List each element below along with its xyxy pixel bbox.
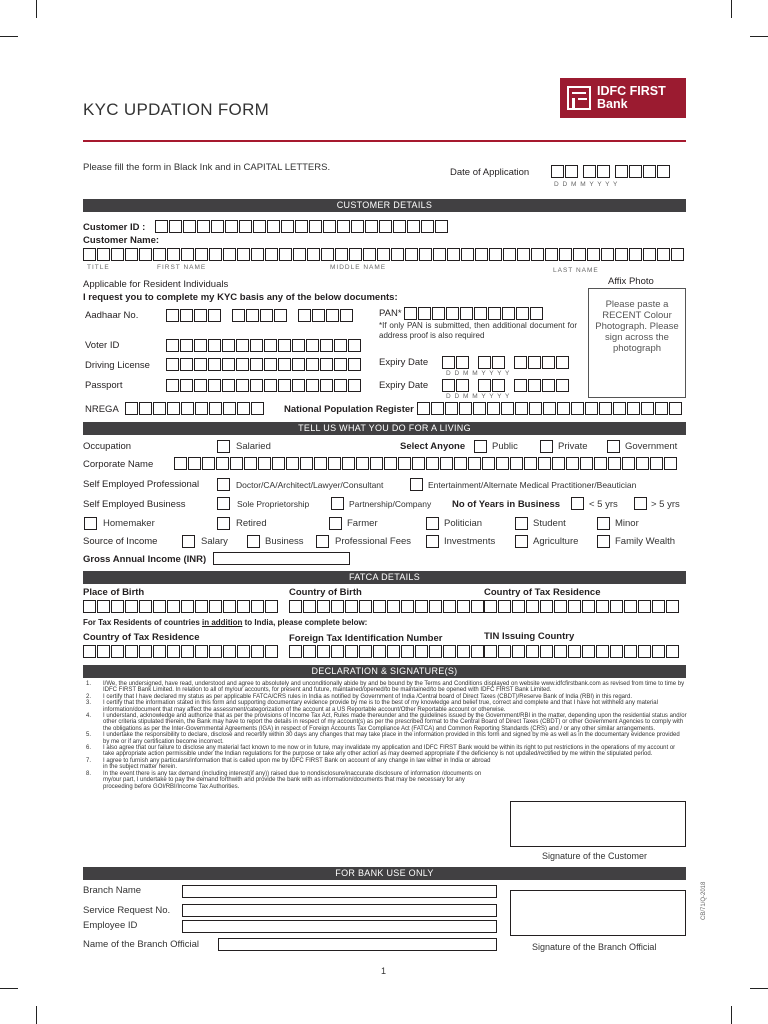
place-of-birth-label: Place of Birth	[83, 587, 145, 598]
declaration-bar: DECLARATION & SIGNATURE(S)	[83, 665, 686, 678]
name-hint-first: FIRST NAME	[157, 264, 207, 271]
salaried-checkbox[interactable]	[217, 440, 230, 453]
official-signature-label: Signature of the Branch Official	[532, 942, 657, 952]
fatca-bar: FATCA DETAILS	[83, 571, 686, 584]
form-code: CB/71/Q-2018	[701, 881, 707, 920]
request-label: I request you to complete my KYC basis any of the below documents:	[83, 292, 398, 303]
date-label: Date of Application	[450, 167, 530, 178]
npr-field[interactable]	[417, 402, 683, 415]
years-label: No of Years in Business	[452, 499, 561, 510]
bank-use-bar: FOR BANK USE ONLY	[83, 867, 686, 880]
professional-fees-label: Professional Fees	[335, 536, 412, 547]
family-wealth-checkbox[interactable]	[597, 535, 610, 548]
country-tax-label: Country of Tax Residence	[484, 587, 601, 598]
crop-mark	[750, 36, 768, 37]
pan-label: PAN*	[379, 308, 402, 319]
driving-license-field[interactable]	[166, 358, 362, 371]
expiry-date-label: Expiry Date	[379, 357, 429, 368]
agriculture-checkbox[interactable]	[515, 535, 528, 548]
service-request-label: Service Request No.	[83, 905, 171, 916]
service-request-field[interactable]	[182, 904, 497, 917]
gt5-label: > 5 yrs	[651, 499, 680, 510]
country-tax2-label: Country of Tax Residence	[83, 632, 200, 643]
student-checkbox[interactable]	[515, 517, 528, 530]
student-label: Student	[533, 518, 566, 529]
occupation-label: Occupation	[83, 441, 132, 452]
tin-country-label: TIN Issuing Country	[484, 631, 575, 642]
tin-country-field[interactable]	[484, 645, 680, 658]
seb-opt1-label: Sole Proprietorship	[237, 499, 310, 509]
crop-mark	[750, 988, 768, 989]
lt5-checkbox[interactable]	[571, 497, 584, 510]
investments-label: Investments	[444, 536, 496, 547]
decl-item: 5. I undertake the responsibility to declare, disclose and recertify within 30 days any changes that may take place in the information provided in this form and signed by me as well as in the documentary evidence provided by me or if any certification become incorrect.	[86, 732, 680, 745]
dl-expiry-hint: D D M M Y Y Y Y	[446, 370, 511, 377]
investments-checkbox[interactable]	[426, 535, 439, 548]
agriculture-label: Agriculture	[533, 536, 579, 547]
branch-name-field[interactable]	[182, 885, 497, 898]
retired-label: Retired	[236, 518, 267, 529]
salary-label: Salary	[201, 536, 228, 547]
branch-official-field[interactable]	[218, 938, 497, 951]
government-label: Government	[625, 441, 678, 452]
pan-field[interactable]	[404, 307, 544, 320]
sep-opt1-checkbox[interactable]	[217, 478, 230, 491]
income-source-label: Source of Income	[83, 536, 158, 547]
customer-id-field[interactable]	[155, 220, 449, 233]
ftin-field[interactable]	[289, 645, 485, 658]
page-number: 1	[381, 966, 387, 976]
name-hint-last: LAST NAME	[553, 267, 599, 274]
photo-box[interactable]	[588, 288, 686, 398]
business-checkbox[interactable]	[247, 535, 260, 548]
public-label: Public	[492, 441, 518, 452]
crop-mark	[731, 0, 732, 18]
resident-label: Applicable for Resident Individuals	[83, 279, 229, 290]
customer-name-field[interactable]	[83, 248, 685, 261]
country-tax2-field[interactable]	[83, 645, 279, 658]
minor-label: Minor	[615, 518, 639, 529]
nrega-field[interactable]	[125, 402, 265, 415]
country-of-birth-label: Country of Birth	[289, 587, 362, 598]
decl-item: 2. I certify that I have declared my status as per applicable FATCA/CRS rules in India as notified by Government of India /Central board of Direct Taxes (CBDT)/Reserve Bank of India (RBI) in this regard.	[86, 693, 633, 700]
government-checkbox[interactable]	[607, 440, 620, 453]
passport-expiry-label: Expiry Date	[379, 380, 429, 391]
date-hint: D D M M Y Y Y Y	[554, 181, 619, 188]
politician-checkbox[interactable]	[426, 517, 439, 530]
select-anyone-label: Select Anyone	[400, 441, 466, 452]
sep-label: Self Employed Professional	[83, 479, 200, 490]
minor-checkbox[interactable]	[597, 517, 610, 530]
aadhaar-field[interactable]	[166, 309, 354, 322]
page-title: KYC UPDATION FORM	[83, 100, 270, 119]
sep-opt1-label: Doctor/CA/Architect/Lawyer/Consultant	[236, 480, 384, 490]
decl-item: 1. I/We, the undersigned, have read, understood and agree to absolutely and unconditionally abide by and be bound by the Terms and Conditions displayed on website www.idfcfirstbank.com as revised from time to time by IDFC FIRST Bank Limited. In relation to all of my/our accounts, for present and future, maintained/opened/to be maintained/to be opened with IDFC FIRST Bank Limited.	[86, 681, 685, 694]
crop-mark	[36, 1006, 37, 1024]
corporate-name-label: Corporate Name	[83, 459, 154, 470]
homemaker-label: Homemaker	[103, 518, 155, 529]
professional-fees-checkbox[interactable]	[316, 535, 329, 548]
customer-details-bar: CUSTOMER DETAILS	[83, 199, 686, 212]
dl-expiry-field[interactable]	[442, 356, 570, 369]
date-field[interactable]	[551, 165, 671, 178]
corporate-name-field[interactable]	[174, 457, 678, 470]
retired-checkbox[interactable]	[217, 517, 230, 530]
living-bar: TELL US WHAT YOU DO FOR A LIVING	[83, 422, 686, 435]
gross-income-label: Gross Annual Income (INR)	[83, 554, 207, 565]
crop-mark	[36, 0, 37, 18]
employee-id-field[interactable]	[182, 920, 497, 933]
declaration-list	[83, 681, 687, 790]
salaried-label: Salaried	[236, 441, 271, 452]
crop-mark	[0, 36, 18, 37]
customer-name-label: Customer Name:	[83, 235, 160, 246]
ftin-label: Foreign Tax Identification Number	[289, 633, 443, 644]
name-hint-title: TITLE	[87, 264, 110, 271]
bank-logo	[560, 78, 686, 118]
seb-opt2-checkbox[interactable]	[331, 497, 344, 510]
public-checkbox[interactable]	[474, 440, 487, 453]
pan-note: *If only PAN is submitted, then additional document for address proof is also required	[379, 321, 577, 340]
farmer-label: Farmer	[347, 518, 378, 529]
branch-name-label: Branch Name	[83, 885, 142, 896]
family-wealth-label: Family Wealth	[615, 536, 676, 547]
sep-opt2-label: Entertainment/Alternate Medical Practitioner/Beautician	[428, 480, 637, 490]
fatca-note	[83, 618, 367, 627]
crop-mark	[0, 988, 18, 989]
decl-item: 7. I agree to furnish any particulars/information that is called upon me by IDFC FIRST Bank on account of any change in law either in India or abroad in the subject matter herein.	[86, 757, 491, 771]
logo-line2: Bank	[597, 97, 628, 111]
logo-line1: IDFC FIRST	[597, 84, 666, 98]
idfc-logo-icon	[567, 86, 591, 110]
passport-expiry-hint: D D M M Y Y Y Y	[446, 393, 511, 400]
salary-checkbox[interactable]	[182, 535, 195, 548]
homemaker-checkbox[interactable]	[84, 517, 97, 530]
affix-photo-label: Affix Photo	[608, 276, 654, 287]
seb-opt2-label: Partnership/Company	[349, 499, 432, 509]
instruction-text: Please fill the form in Black Ink and in CAPITAL LETTERS.	[83, 162, 331, 173]
header-divider	[83, 140, 686, 142]
voter-id-field[interactable]	[166, 339, 362, 352]
driving-license-label: Driving License	[85, 360, 150, 371]
decl-item: 3. I certify that the information stated in this form and supporting documentary evidence provide by me is to the best of my knowledge and belief true, correct and complete and that I have not withheld any material information/document that may affect the assessment/categorization of the account at a US Reportable account/Other Reportable account or otherwise.	[86, 700, 658, 713]
passport-expiry-field[interactable]	[442, 379, 570, 392]
fatca-note-pre: For Tax Residents of countries	[83, 618, 202, 627]
passport-field[interactable]	[166, 379, 362, 392]
sep-opt2-checkbox[interactable]	[410, 478, 423, 491]
customer-signature-label: Signature of the Customer	[542, 851, 648, 861]
fatca-note-post: to India, please complete below:	[242, 618, 368, 627]
lt5-label: < 5 yrs	[589, 499, 618, 510]
gt5-checkbox[interactable]	[634, 497, 647, 510]
private-label: Private	[558, 441, 588, 452]
npr-label: National Population Register	[284, 404, 414, 415]
country-of-birth-field[interactable]	[289, 600, 485, 613]
nrega-label: NREGA	[85, 404, 119, 415]
branch-official-label: Name of the Branch Official	[83, 939, 199, 950]
passport-label: Passport	[85, 380, 123, 391]
politician-label: Politician	[444, 518, 483, 529]
voter-id-label: Voter ID	[85, 340, 120, 351]
private-checkbox[interactable]	[540, 440, 553, 453]
customer-signature-box[interactable]	[510, 801, 686, 847]
gross-income-field[interactable]	[213, 552, 350, 565]
place-of-birth-field[interactable]	[83, 600, 279, 613]
decl-item: 8. In the event there is any tax demand (including interest(if any)) raised due to nondisclosure/inaccurate disclosure of information /documents on my/our part, I undertake to pay the demand forthwith and provide the bank with as information/documents that may be necessary for any proceeding before GOI/RBI/Income Tax Authorities.	[86, 770, 482, 790]
photo-instruction: Please paste a RECENT Colour Photograph. Please sign across the photograph	[595, 299, 679, 354]
fatca-note-underline: in addition	[201, 618, 243, 627]
decl-item: 6. I also agree that our failure to disclose any material fact known to me now or in future, may invalidate my application and IDFC FIRST Bank would be within its right to put restrictions in the operations of my account or take appropriate action permissible under the Indian regulations for the purpose or take any other action as may deemed appropriate if the deficiency is not updated/rectified by me within the stipulated period.	[86, 745, 676, 758]
aadhaar-label: Aadhaar No.	[85, 310, 139, 321]
customer-id-label: Customer ID :	[83, 222, 146, 233]
farmer-checkbox[interactable]	[329, 517, 342, 530]
official-signature-box[interactable]	[510, 890, 686, 936]
business-label: Business	[265, 536, 304, 547]
seb-label: Self Employed Business	[83, 499, 186, 510]
country-tax-field[interactable]	[484, 600, 680, 613]
decl-item: 4. I understand, acknowledge and authorize that as per the provisions of Income Tax Act, Rules made thereunder and the guidelines issued by the Government/RBI in the matter, depending upon the residential status and/or other criteria stipulated therein, the Bank may have to report the details in respect of my account(s) as per the prescribed format to the Central Board of Direct Taxes (CBDT) or other Government Agencies to comply with the obligations as per the Inter-Governmental Agreements (IGA) in respect of Foreign Accounts Tax Compliance Act (FATCA) and Common Reporting Standards (CRS) and / or any other similar arrangements.	[86, 713, 687, 732]
name-hint-middle: MIDDLE NAME	[330, 264, 387, 271]
seb-opt1-checkbox[interactable]	[217, 497, 230, 510]
crop-mark	[731, 1006, 732, 1024]
employee-id-label: Employee ID	[83, 920, 138, 931]
